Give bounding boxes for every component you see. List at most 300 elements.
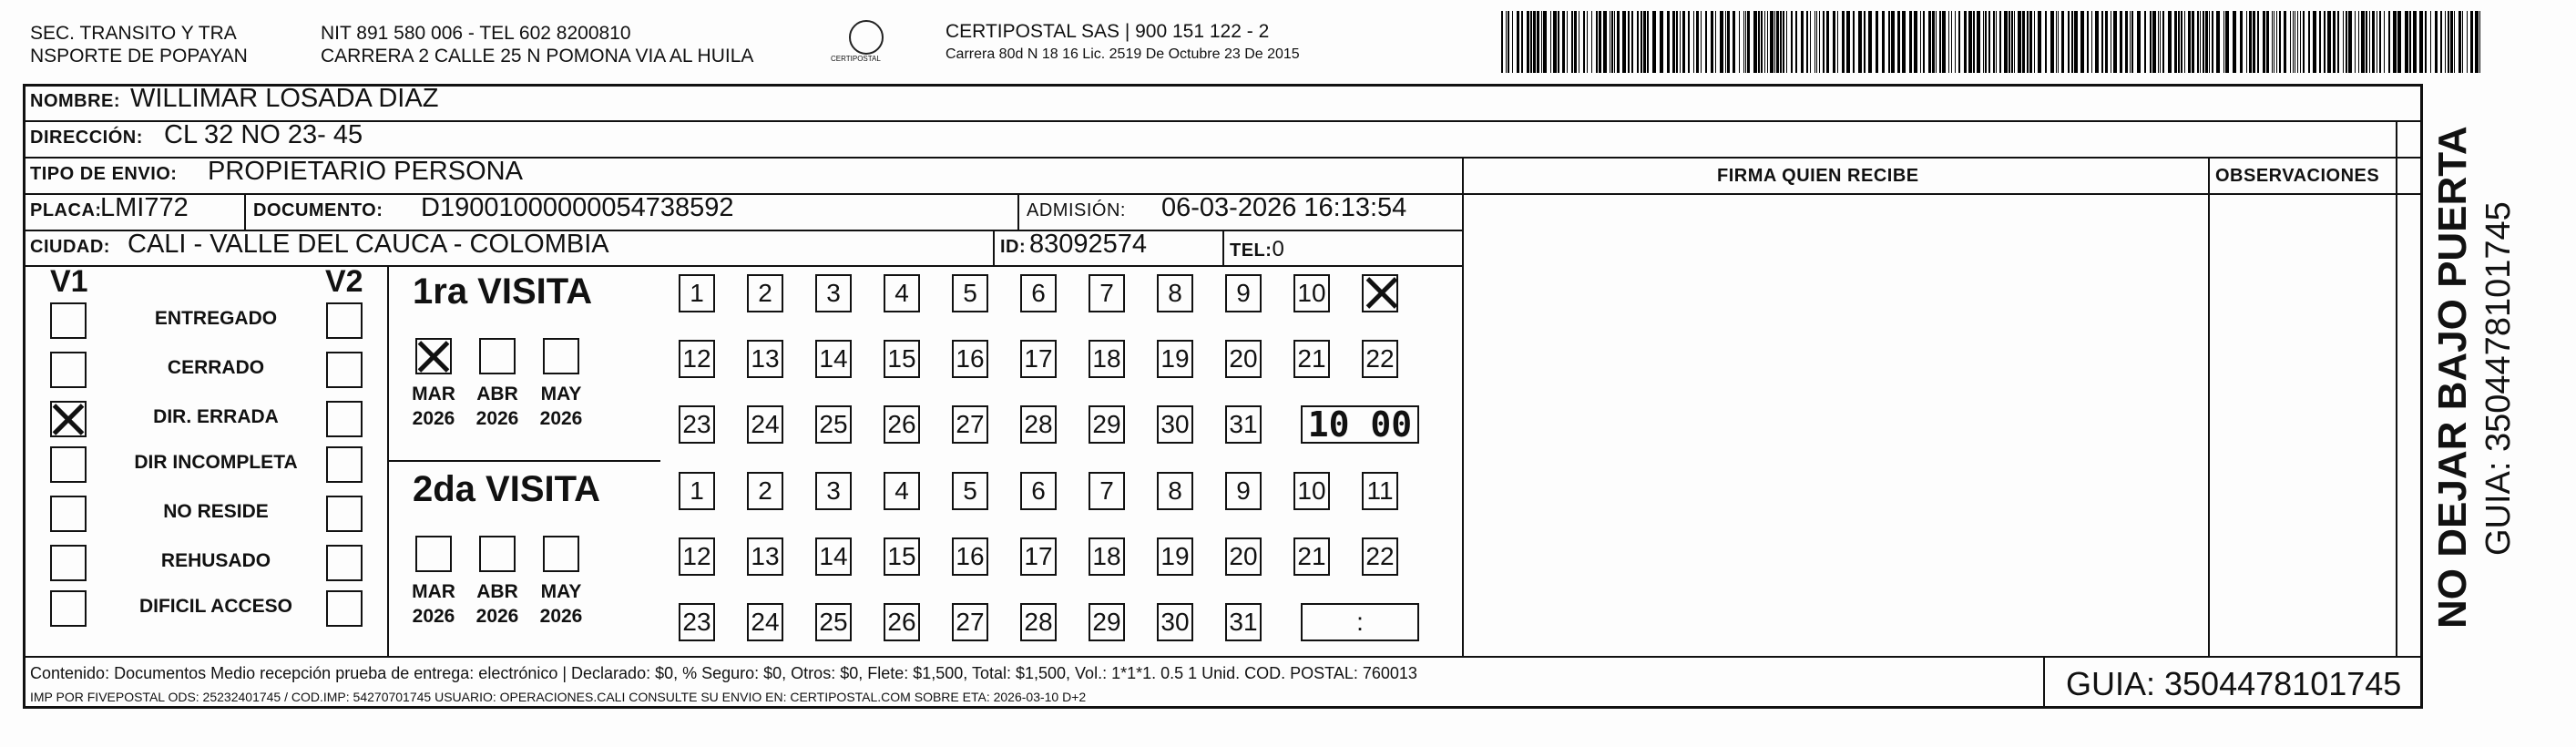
barcode-bar <box>1641 11 1642 73</box>
barcode-bar <box>1682 11 1685 73</box>
calendar-day: 14 <box>815 340 852 378</box>
barcode-bar <box>2409 11 2411 73</box>
calendar-day: 10 <box>1293 274 1330 312</box>
barcode-bar <box>1846 11 1850 73</box>
barcode-bar <box>1537 11 1539 73</box>
barcode-bar <box>1583 11 1585 73</box>
calendar-day: 22 <box>1362 537 1398 576</box>
calendar-day: 10 <box>1293 472 1330 510</box>
barcode-bar <box>2384 11 2385 73</box>
barcode-bar <box>2366 11 2367 73</box>
barcode-bar <box>2068 11 2070 73</box>
status-option-label: NO RESIDE <box>163 501 269 522</box>
barcode-bar <box>1833 11 1835 73</box>
v2-checkbox <box>326 401 363 437</box>
barcode-bar <box>1973 11 1975 73</box>
barcode-bar <box>1819 11 1820 73</box>
barcode-bar <box>2071 11 2073 73</box>
barcode-bar <box>1842 11 1845 73</box>
barcode-bar <box>2130 11 2131 73</box>
v1-label: V1 <box>50 264 88 299</box>
barcode-bar <box>2313 11 2316 73</box>
barcode-bar <box>1701 11 1702 73</box>
barcode-bar <box>1780 11 1782 73</box>
barcode-bar <box>1603 11 1607 73</box>
tipo-envio-label: TIPO DE ENVIO: <box>30 164 178 184</box>
barcode-bar <box>1680 11 1681 73</box>
barcode-bar <box>2011 11 2013 73</box>
placa-label: PLACA: <box>30 200 102 220</box>
month-year: 2026 <box>539 606 583 627</box>
barcode-bar <box>1936 11 1937 73</box>
barcode-bar <box>1667 11 1670 73</box>
barcode-bar <box>2152 11 2156 73</box>
barcode-bar <box>2445 11 2446 73</box>
calendar-day: 20 <box>1225 340 1262 378</box>
calendar-day: 17 <box>1020 340 1057 378</box>
barcode-bar <box>2458 11 2461 73</box>
barcode-bar <box>2430 11 2431 73</box>
barcode-bar <box>2319 11 2321 73</box>
barcode-bar <box>1501 11 1503 73</box>
barcode-bar <box>2425 11 2427 73</box>
calendar-day: 2 <box>747 274 783 312</box>
barcode-bar <box>2379 11 2381 73</box>
month-checkbox <box>479 338 516 374</box>
barcode-bar <box>2095 11 2099 73</box>
nit-line1: NIT 891 580 006 - TEL 602 8200810 <box>321 23 631 44</box>
month-checkbox <box>415 338 452 374</box>
barcode-bar <box>2479 11 2480 73</box>
calendar-day: 5 <box>952 274 988 312</box>
barcode-bar <box>2348 11 2352 73</box>
barcode-bar <box>1599 11 1601 73</box>
barcode-bar <box>1837 11 1838 73</box>
barcode-bar <box>2009 11 2010 73</box>
status-option-label: DIR. ERRADA <box>153 406 279 427</box>
calendar-day: 23 <box>679 405 715 444</box>
barcode-bar <box>2233 11 2236 73</box>
documento-label: DOCUMENTO: <box>253 200 383 220</box>
barcode-bar <box>2240 11 2243 73</box>
barcode-bar <box>2120 11 2122 73</box>
barcode-bar <box>2324 11 2326 73</box>
barcode-bar <box>2160 11 2161 73</box>
barcode-bar <box>1550 11 1551 73</box>
barcode-bar <box>2045 11 2047 73</box>
calendar-day: 21 <box>1293 537 1330 576</box>
barcode-bar <box>2223 11 2224 73</box>
barcode-bar <box>1643 11 1646 73</box>
barcode-bar <box>1761 11 1763 73</box>
barcode-bar <box>2393 11 2397 73</box>
barcode-bar <box>1823 11 1825 73</box>
calendar-day: 3 <box>815 472 852 510</box>
org-line1: SEC. TRANSITO Y TRA <box>30 23 237 44</box>
barcode-bar <box>1853 11 1855 73</box>
barcode-bar <box>2388 11 2390 73</box>
barcode-bar <box>2284 11 2286 73</box>
calendar-day: 4 <box>884 274 920 312</box>
barcode-bar <box>2113 11 2117 73</box>
v2-checkbox <box>326 302 363 339</box>
calendar-day: 9 <box>1225 274 1262 312</box>
barcode-bar <box>2257 11 2259 73</box>
barcode-bar <box>2158 11 2159 73</box>
barcode-bar <box>2372 11 2375 73</box>
calendar-day: 13 <box>747 340 783 378</box>
calendar-day: 11 <box>1362 472 1398 510</box>
barcode-bar <box>1806 11 1808 73</box>
barcode-bar <box>1733 11 1735 73</box>
calendar-day: 16 <box>952 537 988 576</box>
barcode-bar <box>2246 11 2247 73</box>
v2-checkbox <box>326 545 363 581</box>
barcode-bar <box>1951 11 1952 73</box>
barcode-bar <box>1891 11 1895 73</box>
tipo-envio-value: PROPIETARIO PERSONA <box>208 157 523 186</box>
barcode-bar <box>1888 11 1890 73</box>
month-checkbox <box>479 536 516 572</box>
barcode-bar <box>2174 11 2177 73</box>
barcode-bar <box>2125 11 2128 73</box>
barcode-bar <box>2276 11 2277 73</box>
barcode-bar <box>1996 11 1997 73</box>
v2-checkbox <box>326 590 363 627</box>
calendar-day: 24 <box>747 405 783 444</box>
calendar-day: 30 <box>1157 603 1193 641</box>
barcode-bar <box>1521 11 1523 73</box>
visit2-title: 2da VISITA <box>413 469 600 509</box>
barcode-bar <box>2327 11 2331 73</box>
barcode-bar <box>1816 11 1817 73</box>
barcode-bar <box>2022 11 2025 73</box>
barcode-bar <box>2034 11 2035 73</box>
tel-value: 0 <box>1272 237 1285 261</box>
barcode-bar <box>2297 11 2298 73</box>
barcode-bar <box>1932 11 1935 73</box>
calendar-day: 12 <box>679 340 715 378</box>
calendar-day: 21 <box>1293 340 1330 378</box>
barcode-bar <box>2168 11 2172 73</box>
barcode-bar <box>2131 11 2133 73</box>
barcode-bar <box>1517 11 1519 73</box>
barcode-bar <box>1652 11 1656 73</box>
barcode-bar <box>1611 11 1613 73</box>
barcode-bar <box>1882 11 1885 73</box>
status-option-label: ENTREGADO <box>154 308 278 329</box>
barcode-bar <box>2209 11 2210 73</box>
barcode-bar <box>1596 11 1598 73</box>
barcode-bar <box>1506 11 1507 73</box>
barcode-bar <box>1693 11 1694 73</box>
v1-checkbox <box>50 545 87 581</box>
barcode-bar <box>2346 11 2347 73</box>
month-label: MAR <box>412 384 455 404</box>
footer-contents: Contenido: Documentos Medio recepción prueba de entrega: electrónico | Declarado: $0, % Seguro: $0, Otros: $0, Flete: $1,500, Total: $1,500, Vol.: 1*1*1. 0.5 1 Unid. COD. POSTAL: 760013 <box>30 664 1417 682</box>
barcode-bar <box>2272 11 2273 73</box>
time-box: 10 00 <box>1301 405 1419 444</box>
barcode-bar <box>1801 11 1804 73</box>
courier-info <box>946 20 1300 66</box>
barcode-bar <box>1567 11 1568 73</box>
barcode-bar <box>1783 11 1784 73</box>
month-label: MAR <box>412 581 455 602</box>
calendar-day: 16 <box>952 340 988 378</box>
time-box: : <box>1301 603 1419 641</box>
barcode-bar <box>2358 11 2359 73</box>
barcode-bar <box>2014 11 2015 73</box>
calendar-day: 29 <box>1089 603 1125 641</box>
barcode-bar <box>1868 11 1872 73</box>
barcode-bar <box>2369 11 2370 73</box>
v2-checkbox <box>326 446 363 483</box>
month-checkbox <box>543 338 579 374</box>
barcode-bar <box>1999 11 2001 73</box>
v1-checkbox <box>50 446 87 483</box>
calendar-day: 12 <box>679 537 715 576</box>
barcode-bar <box>2178 11 2180 73</box>
barcode-bar <box>1977 11 1980 73</box>
barcode-bar <box>2361 11 2365 73</box>
barcode-bar <box>1527 11 1529 73</box>
barcode-bar <box>1562 11 1565 73</box>
barcode-bar <box>2038 11 2041 73</box>
barcode-bar <box>2074 11 2078 73</box>
barcode-bar <box>2091 11 2092 73</box>
barcode-bar <box>1814 11 1815 73</box>
calendar-day: 15 <box>884 340 920 378</box>
barcode-bar <box>2448 11 2449 73</box>
barcode-bar <box>1897 11 1900 73</box>
month-label: ABR <box>476 384 518 404</box>
calendar-day: 9 <box>1225 472 1262 510</box>
calendar-day: 30 <box>1157 405 1193 444</box>
direccion-value: CL 32 NO 23- 45 <box>164 120 363 149</box>
calendar-day: 8 <box>1157 274 1193 312</box>
barcode-bar <box>2101 11 2103 73</box>
barcode-bar <box>2181 11 2182 73</box>
barcode-bar <box>2462 11 2463 73</box>
status-option-label: REHUSADO <box>160 550 271 571</box>
barcode-bar <box>1727 11 1730 73</box>
barcode-bar <box>1923 11 1925 73</box>
barcode-bar <box>2184 11 2185 73</box>
barcode-bar <box>2056 11 2057 73</box>
barcode-bar <box>1942 11 1946 73</box>
side-guia: GUIA: 3504478101745 <box>2479 201 2518 556</box>
calendar-day <box>1362 274 1398 312</box>
tel-label: TEL: <box>1230 240 1273 261</box>
barcode-bar <box>1902 11 1906 73</box>
barcode-bar <box>1715 11 1716 73</box>
barcode-bar <box>1939 11 1941 73</box>
barcode-bar <box>1964 11 1967 73</box>
calendar-day: 6 <box>1020 274 1057 312</box>
barcode-bar <box>2303 11 2305 73</box>
org-line2: NSPORTE DE POPAYAN <box>30 46 248 67</box>
barcode-bar <box>1696 11 1699 73</box>
barcode-bar <box>1508 11 1509 73</box>
barcode-bar <box>2137 11 2141 73</box>
barcode-bar <box>1955 11 1956 73</box>
barcode-bar <box>2188 11 2191 73</box>
calendar-day: 27 <box>952 405 988 444</box>
calendar-day: 1 <box>679 274 715 312</box>
calendar-day: 23 <box>679 603 715 641</box>
calendar-day: 13 <box>747 537 783 576</box>
barcode-bar <box>1770 11 1774 73</box>
barcode-bar <box>1558 11 1559 73</box>
id-value: 83092574 <box>1029 230 1148 259</box>
barcode-bar <box>1571 11 1573 73</box>
barcode-bar <box>1672 11 1675 73</box>
barcode-bar <box>2308 11 2310 73</box>
calendar-day: 28 <box>1020 405 1057 444</box>
id-label: ID: <box>1000 237 1027 257</box>
calendar-day: 8 <box>1157 472 1193 510</box>
barcode-bar <box>2263 11 2265 73</box>
calendar-day: 4 <box>884 472 920 510</box>
barcode-bar <box>1876 11 1878 73</box>
barcode-bar <box>2058 11 2059 73</box>
calendar-day: 14 <box>815 537 852 576</box>
v2-checkbox <box>326 352 363 388</box>
ciudad-value: CALI - VALLE DEL CAUCA - COLOMBIA <box>128 230 609 259</box>
barcode-bar <box>1985 11 1987 73</box>
month-year: 2026 <box>412 606 455 627</box>
calendar-day: 18 <box>1089 537 1125 576</box>
calendar-day: 19 <box>1157 340 1193 378</box>
calendar-day: 26 <box>884 405 920 444</box>
nombre-value: WILLIMAR LOSADA DIAZ <box>130 84 439 113</box>
barcode-bar <box>1909 11 1912 73</box>
direccion-label: DIRECCIÓN: <box>30 128 143 148</box>
barcode-bar <box>2192 11 2194 73</box>
barcode-bar <box>2470 11 2473 73</box>
barcode-bar <box>1920 11 1921 73</box>
nombre-label: NOMBRE: <box>30 91 121 111</box>
month-year: 2026 <box>539 408 583 429</box>
sender-org <box>30 22 248 67</box>
admision-value: 06-03-2026 16:13:54 <box>1161 193 1407 222</box>
month-label: ABR <box>476 581 518 602</box>
barcode-bar <box>1791 11 1793 73</box>
barcode-bar <box>2405 11 2408 73</box>
v1-checkbox <box>50 352 87 388</box>
calendar-day: 31 <box>1225 603 1262 641</box>
visit1-title: 1ra VISITA <box>413 271 593 312</box>
sender-contact <box>321 22 753 67</box>
barcode-bar <box>1614 11 1615 73</box>
v2-checkbox <box>326 496 363 532</box>
barcode-bar <box>2050 11 2054 73</box>
barcode-bar <box>1743 11 1744 73</box>
v1-checkbox <box>50 496 87 532</box>
nit-line2: CARRERA 2 CALLE 25 N POMONA VIA AL HUILA <box>321 46 754 67</box>
barcode-bar <box>1993 11 1995 73</box>
barcode-bar <box>1637 11 1639 73</box>
barcode-bar <box>2300 11 2301 73</box>
barcode-bar <box>2061 11 2064 73</box>
placa-value: LMI772 <box>100 193 189 222</box>
barcode-bar <box>1786 11 1787 73</box>
barcode-bar <box>1826 11 1829 73</box>
barcode-bar <box>2333 11 2336 73</box>
barcode-bar <box>1587 11 1588 73</box>
calendar-day: 29 <box>1089 405 1125 444</box>
tel-field <box>1230 237 1284 262</box>
calendar-day: 3 <box>815 274 852 312</box>
barcode-bar <box>2475 11 2479 73</box>
barcode-bar <box>2435 11 2438 73</box>
barcode-bar <box>1512 11 1513 73</box>
barcode-bar <box>2150 11 2152 73</box>
barcode-bar <box>1948 11 1949 73</box>
barcode-bar <box>2105 11 2108 73</box>
v1-checkbox <box>50 590 87 627</box>
barcode-bar <box>2018 11 2021 73</box>
barcode-bar <box>1660 11 1663 73</box>
ciudad-label: CIUDAD: <box>30 237 110 257</box>
calendar-day: 5 <box>952 472 988 510</box>
calendar-day: 25 <box>815 405 852 444</box>
calendar-day: 15 <box>884 537 920 576</box>
barcode-bar <box>1631 11 1633 73</box>
barcode-bar <box>1968 11 1972 73</box>
barcode-bar <box>2004 11 2008 73</box>
barcode-bar <box>1720 11 1723 73</box>
guia-box: GUIA: 3504478101745 <box>2066 665 2402 702</box>
status-option-label: CERRADO <box>167 357 265 378</box>
barcode-bar <box>1574 11 1577 73</box>
barcode-bar <box>1628 11 1630 73</box>
barcode-bar <box>1747 11 1750 73</box>
barcode-bar <box>1745 11 1746 73</box>
calendar-day: 7 <box>1089 274 1125 312</box>
barcode-bar <box>1776 11 1779 73</box>
barcode-bar <box>2200 11 2201 73</box>
barcode-bar <box>1676 11 1678 73</box>
barcode-bar <box>2203 11 2204 73</box>
barcode-bar <box>1725 11 1726 73</box>
barcode-bar <box>2266 11 2269 73</box>
barcode-bar <box>1647 11 1649 73</box>
month-checkbox <box>415 536 452 572</box>
barcode-bar <box>1739 11 1740 73</box>
barcode-bar <box>2197 11 2199 73</box>
barcode-bar <box>2027 11 2029 73</box>
barcode-bar <box>2355 11 2356 73</box>
firma-label: FIRMA QUIEN RECIBE <box>1717 166 1919 186</box>
barcode-bar <box>1758 11 1760 73</box>
status-option-label: DIR INCOMPLETA <box>134 452 298 473</box>
calendar-day: 27 <box>952 603 988 641</box>
calendar-day: 6 <box>1020 472 1057 510</box>
month-checkbox <box>543 536 579 572</box>
barcode-bar <box>1617 11 1620 73</box>
barcode-bar <box>2397 11 2401 73</box>
barcode-bar <box>1774 11 1775 73</box>
barcode-bar <box>2440 11 2442 73</box>
calendar-day: 1 <box>679 472 715 510</box>
calendar-day: 7 <box>1089 472 1125 510</box>
barcode-bar <box>1541 11 1542 73</box>
calendar-day: 24 <box>747 603 783 641</box>
barcode-bar <box>1705 11 1707 73</box>
barcode-bar <box>1530 11 1532 73</box>
barcode-bar <box>1688 11 1690 73</box>
